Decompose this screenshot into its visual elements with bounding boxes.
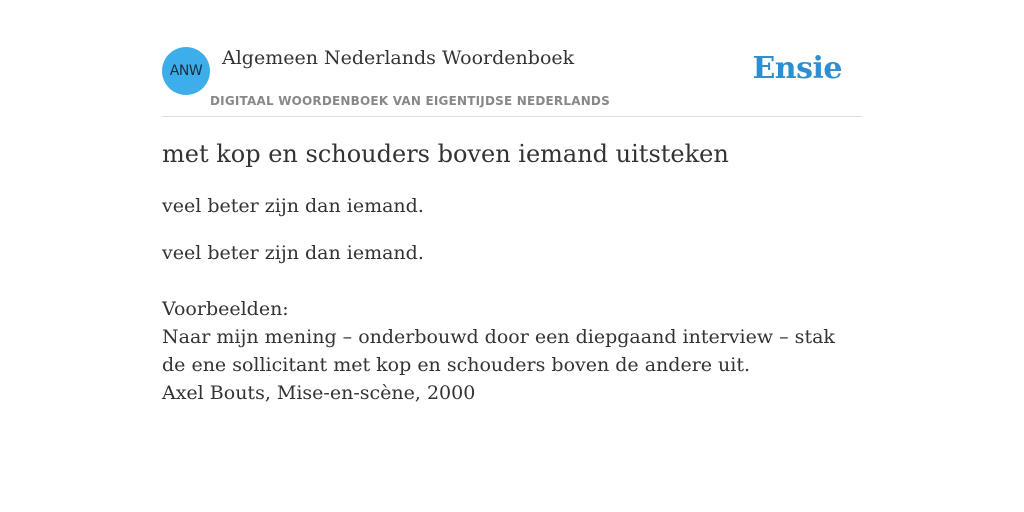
entry-title: met kop en schouders boven iemand uitsteken [162, 140, 729, 168]
site-header [162, 0, 862, 117]
examples-label: Voorbeelden: [162, 298, 289, 320]
definition-2: veel beter zijn dan iemand. [162, 242, 424, 264]
site-subtitle: DIGITAAL WOORDENBOEK VAN EIGENTIJDSE NEDERLANDS [210, 94, 610, 108]
entry-content [162, 138, 862, 407]
logo-text: ANW [169, 63, 203, 79]
example-sentence: Naar mijn mening – onderbouwd door een diepgaand interview – stak de ene sollicitant met kop en schouders boven de andere uit. [162, 326, 835, 376]
example-source: Axel Bouts, Mise-en-scène, 2000 [162, 382, 476, 404]
ensie-brand-link[interactable]: Ensie [752, 51, 842, 86]
definition-1: veel beter zijn dan iemand. [162, 195, 424, 217]
examples-block [162, 295, 862, 407]
anw-logo-icon[interactable] [162, 47, 210, 95]
site-title[interactable]: Algemeen Nederlands Woordenboek [222, 47, 575, 69]
